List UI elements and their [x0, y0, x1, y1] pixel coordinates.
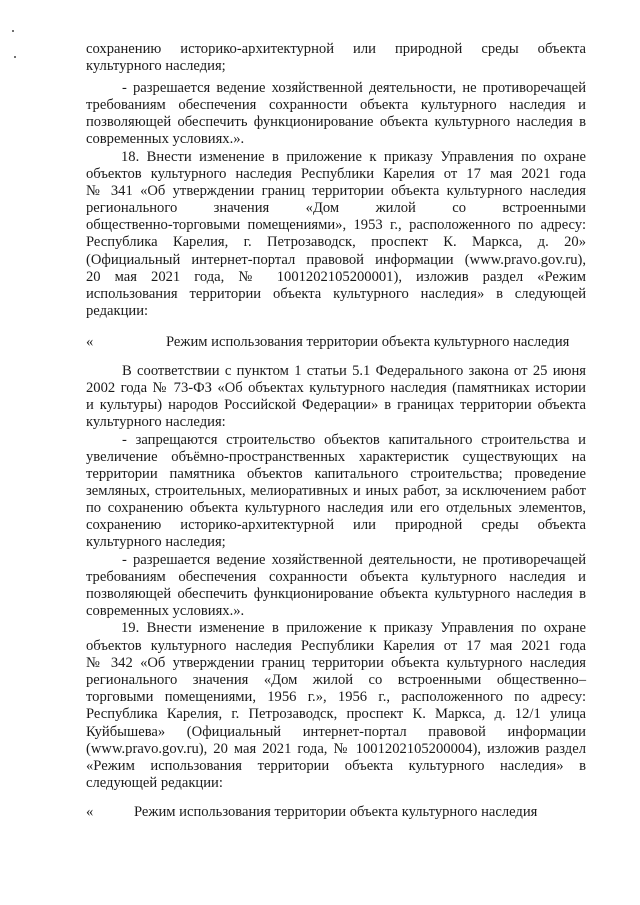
text-line: увеличение объёмно-пространственных характеристик существующих на — [86, 449, 586, 465]
text-line: сохранению историко-архитектурной или природной среды объекта — [86, 517, 586, 533]
text-line: В соответствии с пунктом 1 статьи 5.1 Федерального закона от 25 июня — [122, 363, 586, 379]
text-line: регионального значения «Дом жилой со встроенными общественно– — [86, 672, 586, 688]
text-line: Республика Карелия, г. Петрозаводск, проспект К. Маркса, д. 12/1 улица — [86, 706, 586, 722]
text-line: (Официальный интернет-портал правовой информации (www.pravo.gov.ru), — [86, 252, 586, 268]
text-line: - разрешается ведение хозяйственной деятельности, не противоречащей — [122, 552, 586, 568]
text-line: территории памятника объектов капитального строительства; проведение — [86, 466, 586, 482]
text-line: культурного наследия; — [86, 534, 226, 550]
text-line: культурного наследия; — [86, 58, 226, 74]
text-line: - запрещаются строительство объектов капитального строительства и — [122, 432, 586, 448]
open-quote: « — [86, 334, 94, 350]
scan-speck — [12, 30, 14, 32]
text-line: культурного наследия: — [86, 414, 226, 430]
text-line: (www.pravo.gov.ru), 20 мая 2021 года, № 1001202105200004), изложив раздел — [86, 741, 586, 757]
text-line: общественно-торговыми помещениями», 1953 г., расположенного по адресу: — [86, 217, 586, 233]
text-line: - разрешается ведение хозяйственной деятельности, не противоречащей — [122, 80, 586, 96]
text-line: использования территории объекта культурного наследия» в следующей — [86, 286, 586, 302]
text-line: позволяющей обеспечить функционирование объекта культурного наследия в — [86, 114, 586, 130]
text-line: 18. Внести изменение в приложение к приказу Управления по охране — [121, 149, 586, 165]
text-line: современных условиях.». — [86, 603, 245, 619]
text-line: № 341 «Об утверждении границ территории объекта культурного наследия — [86, 183, 586, 199]
text-line: редакции: — [86, 303, 149, 319]
open-quote: « — [86, 804, 94, 820]
text-line: и культуры) народов Российской Федерации» в границах территории объекта — [86, 397, 586, 413]
text-line: земляных, строительных, мелиоративных и иных работ, за исключением работ — [86, 483, 586, 499]
text-line: требованиям обеспечения сохранности объекта культурного наследия и — [86, 97, 586, 113]
text-line: регионального значения «Дом жилой со встроенными — [86, 200, 586, 216]
text-line: по сохранению объекта культурного наследия или его отдельных элементов, — [86, 500, 586, 516]
text-line: объектов культурного наследия Республики Карелия от 17 мая 2021 года — [86, 166, 586, 182]
text-line: Республика Карелия, г. Петрозаводск, проспект К. Маркса, д. 20» — [86, 234, 586, 250]
text-line: торговыми помещениями, 1956 г.», 1956 г., расположенного по адресу: — [86, 689, 586, 705]
text-line: 2002 года № 73-ФЗ «Об объектах культурного наследия (памятниках истории — [86, 380, 586, 396]
text-line: 20 мая 2021 года, № 1001202105200001), изложив раздел «Режим — [86, 269, 586, 285]
text-line: объектов культурного наследия Республики Карелия от 17 мая 2021 года — [86, 638, 586, 654]
text-line: современных условиях.». — [86, 131, 245, 147]
section-heading: Режим использования территории объекта культурного наследия — [166, 334, 570, 350]
text-line: требованиям обеспечения сохранности объекта культурного наследия и — [86, 569, 586, 585]
text-line: Куйбышева» (Официальный интернет-портал правовой информации — [86, 724, 586, 740]
text-line: позволяющей обеспечить функционирование объекта культурного наследия в — [86, 586, 586, 602]
text-line: «Режим использования территории объекта культурного наследия» в — [86, 758, 586, 774]
text-line: 19. Внести изменение в приложение к приказу Управления по охране — [121, 620, 586, 636]
text-line: сохранению историко-архитектурной или природной среды объекта — [86, 41, 586, 57]
text-line: № 342 «Об утверждении границ территории объекта культурного наследия — [86, 655, 586, 671]
text-line: следующей редакции: — [86, 775, 223, 791]
scan-speck — [14, 56, 16, 58]
section-heading: Режим использования территории объекта культурного наследия — [134, 804, 538, 820]
